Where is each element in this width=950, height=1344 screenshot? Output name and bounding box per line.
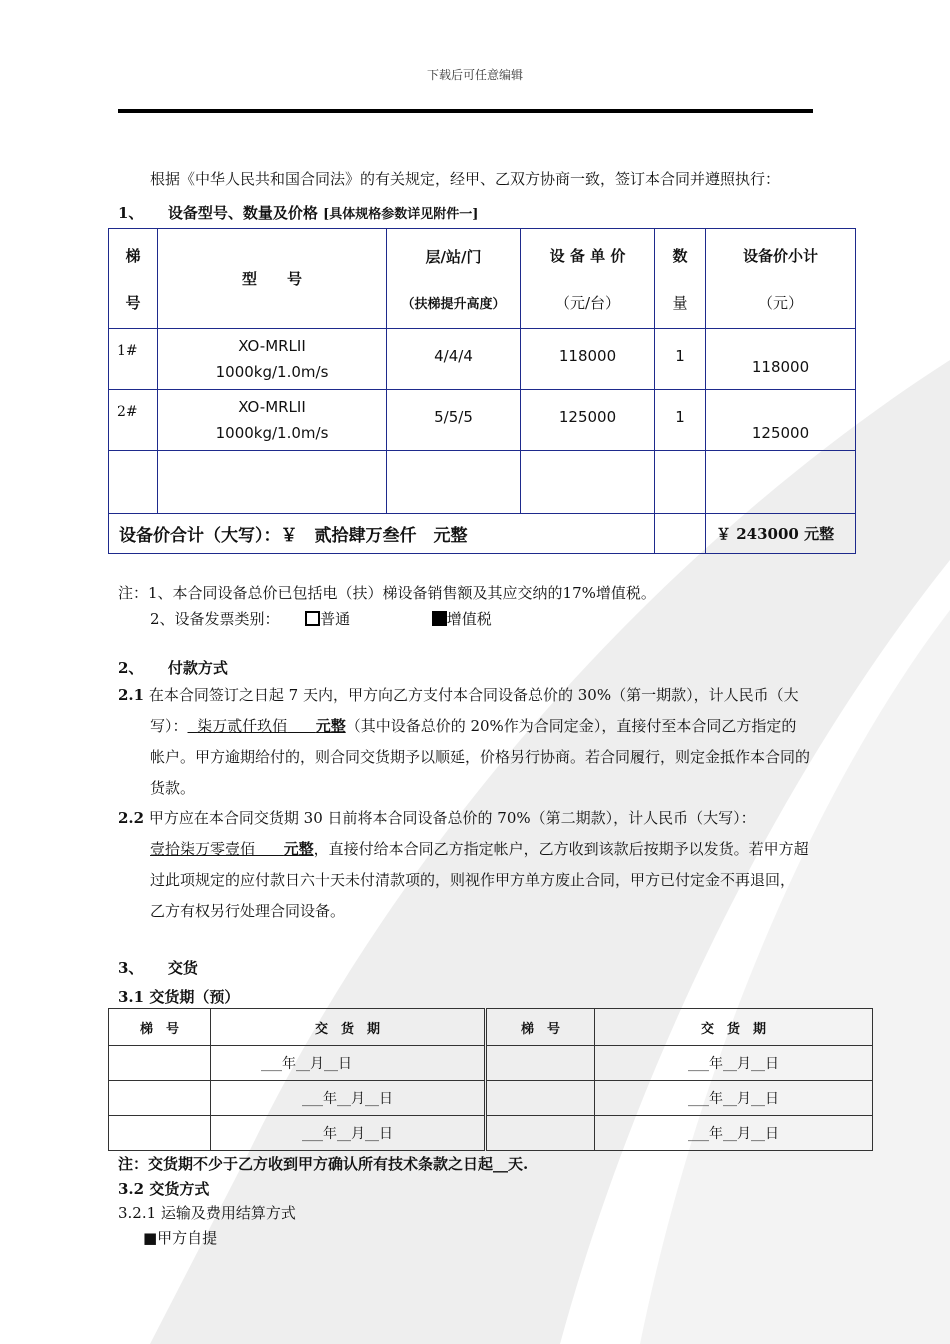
col-floors: 层/站/门 （扶梯提升高度） <box>387 229 521 329</box>
section3-heading: 3、 交货 <box>118 959 198 977</box>
row-model: XO-MRLII 1000kg/1.0m/s <box>158 390 387 451</box>
section1-heading <box>118 202 478 223</box>
row-subtotal: 118000 <box>706 329 856 390</box>
section1-title: 设备型号、数量及价格 <box>167 204 318 222</box>
col-quantity: 数 量 <box>655 229 706 329</box>
invoice-normal-checkbox[interactable] <box>305 611 320 626</box>
equipment-price-table <box>108 228 856 554</box>
intro-paragraph: 根据《中华人民共和国合同法》的有关规定，经甲、乙双方协商一致，签订本合同并遵照执行： <box>150 170 781 188</box>
table-row <box>109 329 856 390</box>
total-amount-value: ￥ 243000 元整 <box>706 514 856 554</box>
table-row <box>109 390 856 451</box>
subsection-3-2: 3.2 交货方式 <box>118 1180 210 1198</box>
row-no: 1# <box>109 329 158 390</box>
clause-2-2: 2.2 甲方应在本合同交货期 30 日前将本合同设备总价的 70%（第二期款），计人民币（大写）： 壹拾柒万零壹佰 元整，直接付给本合同乙方指定帐户，乙方收到该款后按期予以发货。若甲方超 过此项规定的应付款日六十天未付清款项的，则视作甲方单方废止合同，甲方已付定金不再退回， 乙方有权另行处理合同设备。 <box>118 809 809 920</box>
total-amount-words: 设备价合计（大写）：￥ 贰拾肆万叁仟 元整 <box>109 514 655 554</box>
row-unit-price: 125000 <box>521 390 655 451</box>
col-subtotal: 设备价小计 （元） <box>706 229 856 329</box>
table-row <box>109 1046 873 1081</box>
row-qty: 1 <box>655 329 706 390</box>
invoice-vat-checkbox[interactable] <box>432 611 447 626</box>
invoice-vat-label: 增值税 <box>446 610 492 628</box>
invoice-normal-label: 普通 <box>320 610 351 628</box>
row-floors: 4/4/4 <box>387 329 521 390</box>
row-no: 2# <box>109 390 158 451</box>
row-floors: 5/5/5 <box>387 390 521 451</box>
delivery-date-field[interactable]: ___年__月__日 <box>211 1046 486 1081</box>
subsection-3-2-1: 3.2.1 运输及费用结算方式 <box>118 1204 296 1222</box>
delivery-schedule-table <box>108 1008 873 1151</box>
second-payment-amount: 壹拾柒万零壹佰 <box>150 840 256 858</box>
delivery-note: 注：交货期不少于乙方收到甲方确认所有技术条款之日起__天. <box>118 1155 529 1173</box>
delivery-date-field[interactable]: ___年__月__日 <box>211 1116 486 1151</box>
delivery-date-field[interactable]: ___年__月__日 <box>595 1116 873 1151</box>
row-qty: 1 <box>655 390 706 451</box>
table-row <box>109 1116 873 1151</box>
row-model: XO-MRLII 1000kg/1.0m/s <box>158 329 387 390</box>
section2-heading: 2、 付款方式 <box>118 659 228 677</box>
table-row <box>109 1081 873 1116</box>
delivery-date-field[interactable]: ___年__月__日 <box>595 1046 873 1081</box>
first-payment-amount: 柒万贰仟玖佰 <box>197 717 288 735</box>
row-subtotal: 125000 <box>706 390 856 451</box>
table-total-row <box>109 514 856 554</box>
table-row-empty <box>109 451 856 514</box>
note-invoice-type: 2、设备发票类别： 普通 增值税 <box>150 610 492 628</box>
header-rule <box>118 109 813 113</box>
header-note: 下载后可任意编辑 <box>426 68 523 82</box>
subsection-3-1: 3.1 交货期（预） <box>118 988 240 1006</box>
col-unit-price: 设 备 单 价 （元/台） <box>521 229 655 329</box>
row-unit-price: 118000 <box>521 329 655 390</box>
equipment-table-header <box>109 229 856 329</box>
note-tax-included: 注：1、本合同设备总价已包括电（扶）梯设备销售额及其应交纳的17%增值税。 <box>118 584 656 602</box>
section1-number: 1、 <box>118 204 144 222</box>
option-self-pickup[interactable]: ■甲方自提 <box>143 1229 218 1247</box>
delivery-date-field[interactable]: ___年__月__日 <box>595 1081 873 1116</box>
col-model: 型 号 <box>158 229 387 329</box>
col-elevator-no: 梯 号 <box>109 229 158 329</box>
delivery-date-field[interactable]: ___年__月__日 <box>211 1081 486 1116</box>
section1-subtitle: [具体规格参数详见附件一] <box>323 207 479 222</box>
clause-2-1: 2.1 在本合同签订之日起 7 天内，甲方向乙方支付本合同设备总价的 30%（第一期款），计人民币（大 写）： 柒万贰仟玖佰 元整（其中设备总价的 20%作为合同定金），直接付至本合同乙方指定的 帐户。甲方逾期给付的，则合同交货期予以顺延，价格另行协商。若合同履行，则定金抵作本合同的 货款。 <box>118 686 811 797</box>
delivery-table-header: 梯 号 交 货 期 梯 号 交 货 期 <box>109 1009 873 1046</box>
